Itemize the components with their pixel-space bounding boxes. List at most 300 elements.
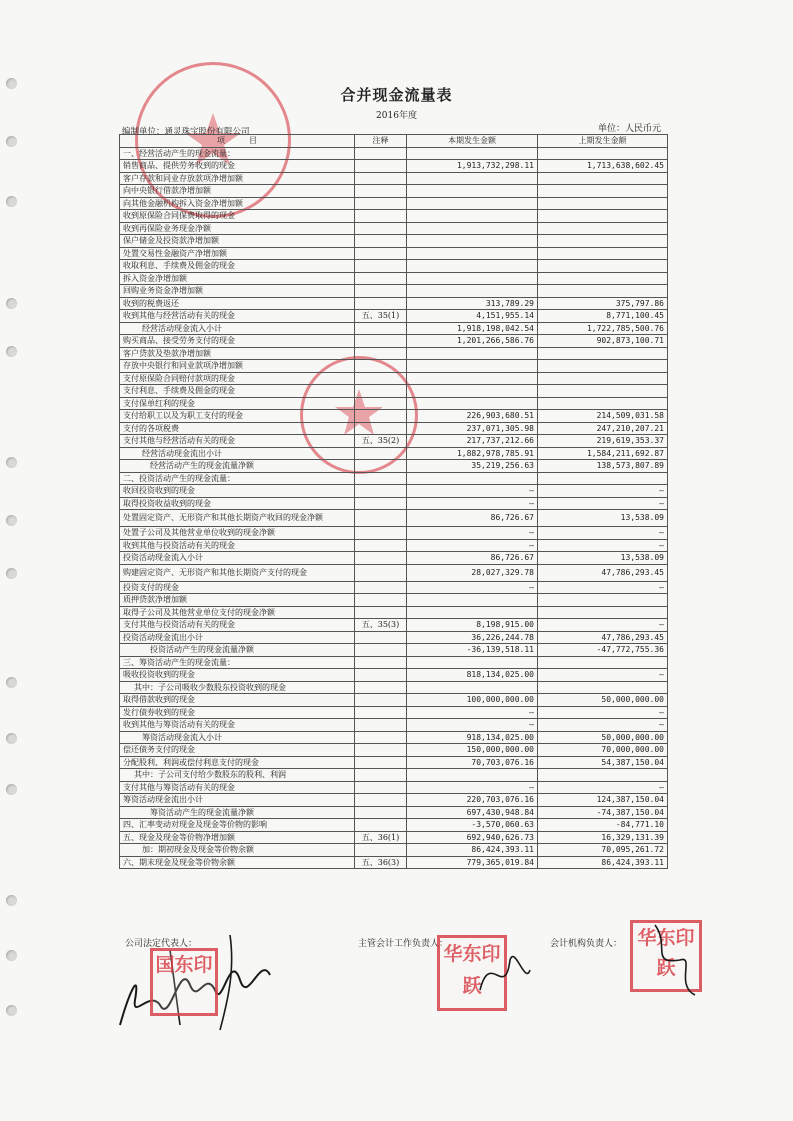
row-label: 向其他金融机构拆入资金净增加额	[120, 197, 355, 210]
currency-unit: 单位：人民币元	[598, 124, 662, 134]
row-note: 五、35(1)	[355, 310, 407, 323]
row-label: 处置固定资产、无形资产和其他长期资产收回的现金净额	[120, 510, 355, 527]
row-prior-amount	[538, 372, 668, 385]
row-current-amount: 697,430,948.84	[407, 806, 538, 819]
row-label: 发行债券收到的现金	[120, 706, 355, 719]
table-row	[120, 410, 668, 423]
row-prior-amount	[538, 594, 668, 607]
table-row	[120, 460, 668, 473]
row-prior-amount	[538, 235, 668, 248]
row-current-amount	[407, 185, 538, 198]
row-current-amount	[407, 606, 538, 619]
row-prior-amount	[538, 656, 668, 669]
row-note	[355, 527, 407, 540]
table-row	[120, 235, 668, 248]
row-note	[355, 706, 407, 719]
table-row	[120, 172, 668, 185]
row-prior-amount	[538, 472, 668, 485]
row-label: 处置交易性金融资产净增加额	[120, 247, 355, 260]
row-current-amount	[407, 360, 538, 373]
binder-hole	[6, 568, 17, 579]
row-current-amount	[407, 385, 538, 398]
binder-hole	[6, 733, 17, 744]
binder-hole	[6, 1005, 17, 1016]
row-current-amount: -3,570,060.63	[407, 819, 538, 832]
row-label: 取得子公司及其他营业单位支付的现金净额	[120, 606, 355, 619]
header-prior: 上期发生金额	[538, 135, 668, 148]
row-note: 五、36(3)	[355, 856, 407, 869]
row-note	[355, 210, 407, 223]
row-note	[355, 372, 407, 385]
row-label: 投资活动现金流出小计	[120, 631, 355, 644]
row-prior-amount: 219,619,353.37	[538, 435, 668, 448]
row-prior-amount	[538, 172, 668, 185]
row-current-amount	[407, 247, 538, 260]
row-prior-amount	[538, 222, 668, 235]
table-row	[120, 794, 668, 807]
row-prior-amount: –	[538, 539, 668, 552]
binder-hole	[6, 895, 17, 906]
row-label: 支付其他与筹资活动有关的现金	[120, 781, 355, 794]
row-prior-amount	[538, 260, 668, 273]
report-year: 2016年度	[376, 111, 417, 121]
row-label: 其中：子公司支付给少数股东的股利、利润	[120, 769, 355, 782]
row-note	[355, 160, 407, 173]
row-label: 三、筹资活动产生的现金流量：	[120, 656, 355, 669]
row-label: 收到其他与投资活动有关的现金	[120, 539, 355, 552]
table-row	[120, 422, 668, 435]
row-label: 筹资活动现金流入小计	[120, 731, 355, 744]
row-note	[355, 472, 407, 485]
row-label: 取得借款收到的现金	[120, 694, 355, 707]
row-current-amount: 4,151,955.14	[407, 310, 538, 323]
row-current-amount: -36,139,518.11	[407, 644, 538, 657]
row-prior-amount	[538, 285, 668, 298]
table-header-row	[120, 135, 668, 148]
row-note	[355, 656, 407, 669]
row-current-amount: 313,789.29	[407, 297, 538, 310]
row-note	[355, 385, 407, 398]
row-prior-amount: –	[538, 669, 668, 682]
table-row	[120, 510, 668, 527]
table-row	[120, 435, 668, 448]
row-current-amount: 918,134,025.00	[407, 731, 538, 744]
row-prior-amount: 247,210,207.21	[538, 422, 668, 435]
row-label: 回购业务资金净增加额	[120, 285, 355, 298]
table-row	[120, 185, 668, 198]
row-note	[355, 185, 407, 198]
row-prior-amount	[538, 681, 668, 694]
table-row	[120, 372, 668, 385]
row-current-amount	[407, 656, 538, 669]
row-note	[355, 681, 407, 694]
table-row	[120, 472, 668, 485]
row-note	[355, 631, 407, 644]
table-row	[120, 539, 668, 552]
row-current-amount	[407, 222, 538, 235]
row-current-amount	[407, 210, 538, 223]
row-prior-amount: -84,771.10	[538, 819, 668, 832]
row-prior-amount: 214,509,031.58	[538, 410, 668, 423]
table-row	[120, 856, 668, 869]
row-label: 收到再保险业务现金净额	[120, 222, 355, 235]
row-note	[355, 360, 407, 373]
row-prior-amount: 54,387,150.04	[538, 756, 668, 769]
binder-hole	[6, 298, 17, 309]
row-label: 经营活动现金流入小计	[120, 322, 355, 335]
row-prior-amount: –	[538, 719, 668, 732]
table-row	[120, 385, 668, 398]
row-note	[355, 781, 407, 794]
row-note	[355, 447, 407, 460]
row-note	[355, 756, 407, 769]
row-prior-amount: 13,538.09	[538, 510, 668, 527]
row-current-amount	[407, 147, 538, 160]
table-row	[120, 744, 668, 757]
row-note	[355, 510, 407, 527]
row-label: 六、期末现金及现金等价物余额	[120, 856, 355, 869]
personal-seal-1: 国东印	[150, 948, 218, 1016]
row-label: 筹资活动产生的现金流量净额	[120, 806, 355, 819]
row-note	[355, 564, 407, 581]
table-row	[120, 681, 668, 694]
row-prior-amount: 902,873,100.71	[538, 335, 668, 348]
row-current-amount	[407, 172, 538, 185]
row-label: 收到其他与筹资活动有关的现金	[120, 719, 355, 732]
table-row	[120, 210, 668, 223]
row-note	[355, 460, 407, 473]
table-row	[120, 322, 668, 335]
row-current-amount	[407, 594, 538, 607]
row-current-amount: –	[407, 781, 538, 794]
row-note	[355, 410, 407, 423]
row-label: 投资活动现金流入小计	[120, 552, 355, 565]
row-note	[355, 719, 407, 732]
row-prior-amount	[538, 360, 668, 373]
row-current-amount: 100,000,000.00	[407, 694, 538, 707]
table-row	[120, 260, 668, 273]
table-row	[120, 806, 668, 819]
row-label: 处置子公司及其他营业单位收到的现金净额	[120, 527, 355, 540]
row-label: 收到原保险合同保费取得的现金	[120, 210, 355, 223]
row-current-amount	[407, 197, 538, 210]
table-row	[120, 656, 668, 669]
row-note	[355, 422, 407, 435]
row-prior-amount: 86,424,393.11	[538, 856, 668, 869]
row-current-amount: 1,882,978,785.91	[407, 447, 538, 460]
row-prior-amount	[538, 147, 668, 160]
row-prior-amount	[538, 606, 668, 619]
row-label: 吸收投资收到的现金	[120, 669, 355, 682]
binder-hole	[6, 515, 17, 526]
row-current-amount	[407, 769, 538, 782]
row-label: 收到的税费返还	[120, 297, 355, 310]
row-label: 收到其他与经营活动有关的现金	[120, 310, 355, 323]
row-note	[355, 335, 407, 348]
row-note	[355, 594, 407, 607]
row-note	[355, 197, 407, 210]
table-row	[120, 694, 668, 707]
table-row	[120, 222, 668, 235]
row-prior-amount: 138,573,807.89	[538, 460, 668, 473]
accounting-dept-label: 会计机构负责人：	[550, 939, 623, 949]
row-label: 五、现金及现金等价物净增加额	[120, 831, 355, 844]
row-current-amount	[407, 260, 538, 273]
table-row	[120, 606, 668, 619]
row-current-amount: 818,134,025.00	[407, 669, 538, 682]
row-label: 经营活动现金流出小计	[120, 447, 355, 460]
row-prior-amount: 1,722,785,500.76	[538, 322, 668, 335]
table-row	[120, 619, 668, 632]
table-row	[120, 485, 668, 498]
row-label: 支付其他与投资活动有关的现金	[120, 619, 355, 632]
table-row	[120, 731, 668, 744]
row-label: 投资支付的现金	[120, 581, 355, 594]
table-row	[120, 527, 668, 540]
binder-holes	[6, 0, 20, 1121]
row-label: 支付保单红利的现金	[120, 397, 355, 410]
row-current-amount: –	[407, 527, 538, 540]
table-row	[120, 447, 668, 460]
row-label: 支付利息、手续费及佣金的现金	[120, 385, 355, 398]
row-label: 支付原保险合同赔付款项的现金	[120, 372, 355, 385]
row-current-amount: –	[407, 719, 538, 732]
row-prior-amount: 70,095,261.72	[538, 844, 668, 857]
compiler-unit: 编制单位：通灵珠宝股份有限公司	[122, 127, 250, 137]
table-row	[120, 669, 668, 682]
row-prior-amount: 16,329,131.39	[538, 831, 668, 844]
row-note	[355, 247, 407, 260]
row-current-amount: 36,226,244.78	[407, 631, 538, 644]
row-label: 二、投资活动产生的现金流量：	[120, 472, 355, 485]
row-prior-amount	[538, 247, 668, 260]
row-label: 支付其他与经营活动有关的现金	[120, 435, 355, 448]
table-row	[120, 581, 668, 594]
row-current-amount: 1,913,732,298.11	[407, 160, 538, 173]
row-label: 投资活动产生的现金流量净额	[120, 644, 355, 657]
table-row	[120, 719, 668, 732]
personal-seal-3: 华东印跃	[630, 920, 702, 992]
row-prior-amount	[538, 272, 668, 285]
row-note	[355, 485, 407, 498]
row-label: 取得投资收益收到的现金	[120, 497, 355, 510]
row-current-amount	[407, 472, 538, 485]
binder-hole	[6, 457, 17, 468]
row-label: 一、经营活动产生的现金流量：	[120, 147, 355, 160]
row-note: 五、35(2)	[355, 435, 407, 448]
table-row	[120, 297, 668, 310]
table-row	[120, 644, 668, 657]
row-label: 保户储金及投资款净增加额	[120, 235, 355, 248]
row-prior-amount: 1,584,211,692.87	[538, 447, 668, 460]
row-label: 向中央银行借款净增加额	[120, 185, 355, 198]
row-note	[355, 272, 407, 285]
binder-hole	[6, 196, 17, 207]
row-current-amount: 8,198,915.00	[407, 619, 538, 632]
table-row	[120, 756, 668, 769]
row-current-amount: –	[407, 485, 538, 498]
row-note	[355, 669, 407, 682]
row-current-amount: –	[407, 497, 538, 510]
row-label: 收回投资收到的现金	[120, 485, 355, 498]
row-prior-amount	[538, 197, 668, 210]
row-label: 客户贷款及垫款净增加额	[120, 347, 355, 360]
row-note	[355, 844, 407, 857]
table-row	[120, 819, 668, 832]
binder-hole	[6, 784, 17, 795]
table-row	[120, 844, 668, 857]
table-row	[120, 397, 668, 410]
row-prior-amount: 50,000,000.00	[538, 731, 668, 744]
binder-hole	[6, 136, 17, 147]
row-current-amount: 150,000,000.00	[407, 744, 538, 757]
binder-hole	[6, 346, 17, 357]
row-label: 支付给职工以及为职工支付的现金	[120, 410, 355, 423]
row-label: 四、汇率变动对现金及现金等价物的影响	[120, 819, 355, 832]
row-prior-amount: –	[538, 781, 668, 794]
row-prior-amount	[538, 397, 668, 410]
row-prior-amount: –	[538, 485, 668, 498]
row-note	[355, 222, 407, 235]
row-current-amount	[407, 372, 538, 385]
row-current-amount: 86,726.67	[407, 552, 538, 565]
row-current-amount: 217,737,212.66	[407, 435, 538, 448]
row-current-amount: 1,918,198,042.54	[407, 322, 538, 335]
row-label: 支付的各项税费	[120, 422, 355, 435]
row-label: 存放中央银行和同业款项净增加额	[120, 360, 355, 373]
row-prior-amount: 70,000,000.00	[538, 744, 668, 757]
row-prior-amount: 124,387,150.04	[538, 794, 668, 807]
row-label: 经营活动产生的现金流量净额	[120, 460, 355, 473]
row-prior-amount: 47,786,293.45	[538, 631, 668, 644]
row-prior-amount: 375,797.86	[538, 297, 668, 310]
row-prior-amount: 1,713,638,602.45	[538, 160, 668, 173]
row-current-amount: –	[407, 539, 538, 552]
row-prior-amount	[538, 210, 668, 223]
row-current-amount: 28,027,329.78	[407, 564, 538, 581]
row-prior-amount: 50,000,000.00	[538, 694, 668, 707]
row-current-amount: –	[407, 581, 538, 594]
row-note	[355, 347, 407, 360]
row-note	[355, 606, 407, 619]
table-row	[120, 781, 668, 794]
row-note	[355, 769, 407, 782]
row-current-amount	[407, 347, 538, 360]
row-note: 五、35(3)	[355, 619, 407, 632]
row-note	[355, 644, 407, 657]
row-note	[355, 235, 407, 248]
row-note	[355, 297, 407, 310]
row-note	[355, 147, 407, 160]
binder-hole	[6, 950, 17, 961]
row-current-amount	[407, 397, 538, 410]
row-label: 拆入资金净增加额	[120, 272, 355, 285]
row-prior-amount: 13,538.09	[538, 552, 668, 565]
table-row	[120, 247, 668, 260]
row-current-amount: 86,424,393.11	[407, 844, 538, 857]
table-row	[120, 594, 668, 607]
table-row	[120, 160, 668, 173]
row-current-amount: 70,703,076.16	[407, 756, 538, 769]
header-note: 注释	[355, 135, 407, 148]
cash-flow-table	[119, 134, 668, 869]
row-label: 收取利息、手续费及佣金的现金	[120, 260, 355, 273]
row-note	[355, 819, 407, 832]
table-row	[120, 497, 668, 510]
row-current-amount	[407, 681, 538, 694]
table-row	[120, 335, 668, 348]
row-note	[355, 794, 407, 807]
row-note	[355, 694, 407, 707]
row-note	[355, 552, 407, 565]
table-row	[120, 564, 668, 581]
row-prior-amount	[538, 185, 668, 198]
table-row	[120, 831, 668, 844]
row-prior-amount: 8,771,100.45	[538, 310, 668, 323]
row-note: 五、36(1)	[355, 831, 407, 844]
row-prior-amount: –	[538, 527, 668, 540]
table-row	[120, 631, 668, 644]
row-label: 购建固定资产、无形资产和其他长期资产支付的现金	[120, 564, 355, 581]
page-title: 合并现金流量表	[340, 86, 453, 104]
row-current-amount: 237,071,305.98	[407, 422, 538, 435]
row-current-amount: 86,726.67	[407, 510, 538, 527]
row-prior-amount: –	[538, 619, 668, 632]
row-label: 购买商品、接受劳务支付的现金	[120, 335, 355, 348]
table-row	[120, 360, 668, 373]
row-note	[355, 806, 407, 819]
row-note	[355, 260, 407, 273]
row-label: 客户存款和同业存放款项净增加额	[120, 172, 355, 185]
header-item: 项 目	[120, 135, 355, 148]
row-note	[355, 285, 407, 298]
row-prior-amount	[538, 347, 668, 360]
table-row	[120, 347, 668, 360]
accounting-head-label: 主管会计工作负责人：	[358, 939, 449, 949]
row-current-amount: 1,201,266,586.76	[407, 335, 538, 348]
row-current-amount: 220,703,076.16	[407, 794, 538, 807]
row-label: 分配股利、利润或偿付利息支付的现金	[120, 756, 355, 769]
handwritten-signature	[640, 915, 710, 1005]
row-label: 加：期初现金及现金等价物余额	[120, 844, 355, 857]
row-label: 质押贷款净增加额	[120, 594, 355, 607]
row-current-amount	[407, 235, 538, 248]
row-prior-amount: –	[538, 706, 668, 719]
row-prior-amount	[538, 769, 668, 782]
row-note	[355, 322, 407, 335]
row-prior-amount	[538, 385, 668, 398]
row-current-amount: 692,940,626.73	[407, 831, 538, 844]
row-prior-amount: -74,387,150.04	[538, 806, 668, 819]
table-row	[120, 706, 668, 719]
handwritten-signature	[470, 940, 540, 1010]
table-row	[120, 769, 668, 782]
binder-hole	[6, 677, 17, 688]
row-label: 筹资活动现金流出小计	[120, 794, 355, 807]
personal-seal-2: 华东印跃	[437, 935, 507, 1011]
table-row	[120, 285, 668, 298]
header-current: 本期发生金额	[407, 135, 538, 148]
table-row	[120, 197, 668, 210]
row-label: 偿还债务支付的现金	[120, 744, 355, 757]
row-current-amount: 226,903,680.51	[407, 410, 538, 423]
row-prior-amount: -47,772,755.36	[538, 644, 668, 657]
row-note	[355, 581, 407, 594]
row-note	[355, 172, 407, 185]
row-prior-amount: –	[538, 581, 668, 594]
table-body	[120, 147, 668, 869]
row-label: 销售商品、提供劳务收到的现金	[120, 160, 355, 173]
